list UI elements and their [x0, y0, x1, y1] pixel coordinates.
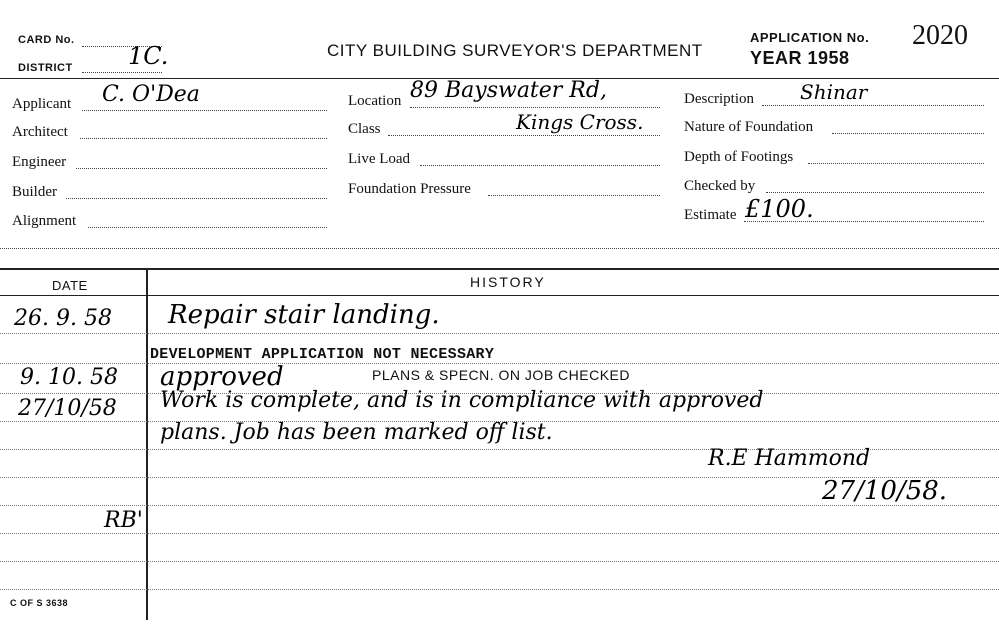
history-entry-3b: plans. Job has been marked off list. — [160, 420, 553, 445]
page-title: CITY BUILDING SURVEYOR'S DEPARTMENT — [327, 41, 703, 60]
field-description-value: Shinar — [800, 80, 868, 104]
field-class-value: Kings Cross. — [516, 110, 644, 134]
field-applicant-value: C. O'Dea — [102, 82, 200, 107]
field-engineer-label: Engineer — [12, 154, 67, 170]
card-no-label: CARD No. — [18, 34, 75, 46]
history-entry-2: approved — [160, 362, 284, 392]
application-label: APPLICATION No. — [750, 30, 870, 45]
form-code: C OF S 3638 — [10, 598, 69, 608]
history-entry-3a: Work is complete, and is in compliance with approved — [160, 388, 764, 413]
field-depth-footings-label: Depth of Footings — [684, 149, 794, 165]
field-builder-label: Builder — [12, 184, 57, 200]
field-checked-by-label: Checked by — [684, 178, 756, 194]
table-top-border — [0, 268, 999, 270]
history-header: HISTORY — [470, 274, 546, 290]
card-no-value: 1C. — [128, 42, 169, 70]
field-applicant-label: Applicant — [12, 96, 72, 112]
field-location-value: 89 Bayswater Rd, — [410, 78, 607, 103]
signature-date: 27/10/58. — [822, 476, 948, 506]
application-number: 2020 — [912, 20, 968, 51]
history-entry-1: Repair stair landing. — [168, 300, 440, 330]
table-header-border — [0, 295, 999, 296]
field-nature-foundation-label: Nature of Foundation — [684, 119, 814, 135]
field-estimate-label: Estimate — [684, 207, 737, 223]
field-foundation-pressure-label: Foundation Pressure — [348, 181, 471, 197]
district-label: DISTRICT — [18, 62, 73, 74]
history-date-3: 27/10/58 — [18, 396, 117, 421]
field-alignment-label: Alignment — [12, 213, 77, 229]
stamp-plans-checked: PLANS & SPECN. ON JOB CHECKED — [372, 367, 631, 383]
date-header: DATE — [52, 278, 88, 293]
field-architect-label: Architect — [12, 124, 68, 140]
field-description-label: Description — [684, 91, 754, 107]
stamp-development: DEVELOPMENT APPLICATION NOT NECESSARY — [150, 346, 495, 363]
initials: RB' — [104, 508, 143, 533]
field-location-label: Location — [348, 93, 402, 109]
year-label: YEAR 1958 — [750, 48, 850, 68]
date-column-divider — [146, 268, 148, 620]
signature: R.E Hammond — [708, 446, 871, 471]
field-liveload-label: Live Load — [348, 151, 411, 167]
field-class-label: Class — [348, 121, 381, 137]
field-estimate-value: £100. — [745, 195, 814, 223]
history-date-1: 26. 9. 58 — [14, 306, 112, 331]
history-date-2: 9. 10. 58 — [20, 365, 118, 390]
